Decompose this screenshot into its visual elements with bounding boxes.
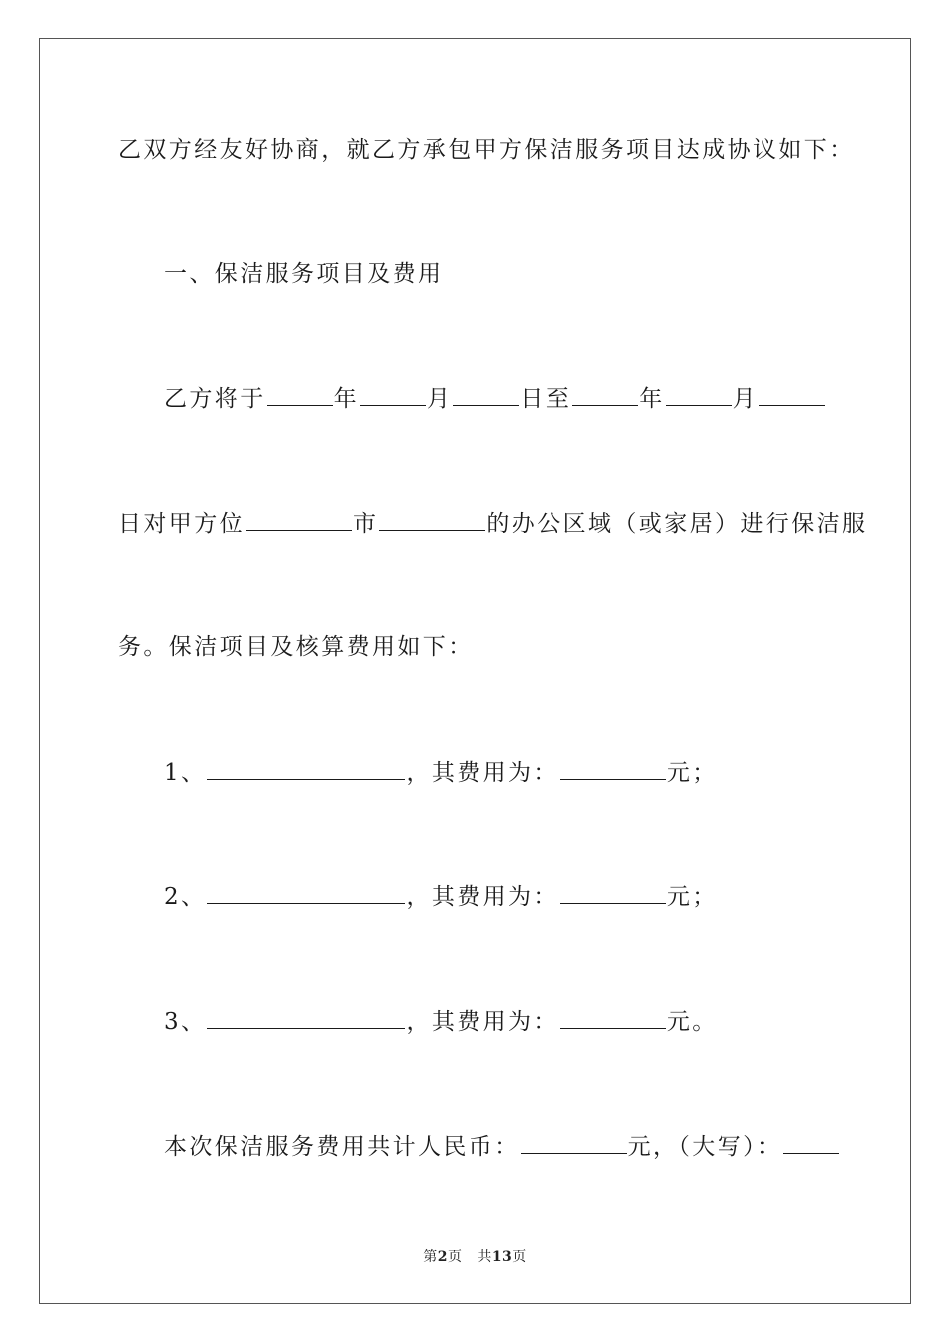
location-prefix: 日对甲方位 [118, 511, 245, 537]
intro-line [118, 135, 855, 165]
year2-label: 年 [639, 386, 665, 412]
date-prefix: 乙方将于 [164, 386, 266, 412]
item-number: 1、 [164, 760, 207, 786]
page-border [39, 38, 911, 1304]
page-label-post: 页 [447, 1249, 463, 1265]
total-mid: 元，（大写）： [627, 1134, 783, 1160]
intro-text: 乙双方经友好协商，就乙方承包甲方保洁服务项目达成协议如下： [118, 137, 855, 163]
month2-label: 月 [732, 386, 759, 412]
item-name-blank [207, 881, 405, 904]
item-name-blank [207, 757, 405, 780]
start-year-blank [267, 383, 333, 406]
item-cost-label: ，其费用为： [406, 760, 559, 786]
date-line [164, 383, 826, 414]
year-label: 年 [333, 386, 360, 412]
item-cost-label: ，其费用为： [406, 884, 559, 910]
total-line [164, 1131, 840, 1162]
item-cost-label: ，其费用为： [406, 1009, 559, 1035]
page-footer [0, 1246, 950, 1266]
item-unit: 元。 [666, 1009, 718, 1035]
section-heading [164, 259, 443, 289]
total-pages: 13 [491, 1249, 513, 1265]
item-number: 3、 [164, 1009, 207, 1035]
items-intro-text: 务。保洁项目及核算费用如下： [118, 634, 474, 660]
item-cost-blank [560, 757, 666, 780]
end-month-blank [666, 383, 732, 406]
start-day-blank [453, 383, 519, 406]
page-label-pre: 第 [423, 1249, 438, 1265]
item-unit: 元； [666, 760, 718, 786]
total-label-post: 页 [512, 1249, 527, 1265]
city-blank [379, 508, 485, 531]
item-row [164, 1006, 718, 1037]
total-label-pre: 共 [477, 1249, 492, 1265]
item-cost-blank [560, 1006, 666, 1029]
end-year-blank [572, 383, 638, 406]
total-uppercase-blank [783, 1131, 839, 1154]
month-label: 月 [427, 386, 453, 412]
total-amount-blank [521, 1131, 627, 1154]
total-prefix: 本次保洁服务费用共计人民币： [164, 1134, 520, 1160]
item-row [164, 757, 718, 788]
location-line [118, 508, 867, 539]
item-name-blank [207, 1006, 405, 1029]
city-label: 市 [353, 511, 379, 537]
item-number: 2、 [164, 884, 207, 910]
day-to-label: 日至 [520, 386, 572, 412]
page-number: 2 [437, 1249, 448, 1265]
item-cost-blank [560, 881, 666, 904]
section-heading-text: 一、保洁服务项目及费用 [164, 261, 444, 287]
item-unit: 元； [666, 884, 718, 910]
location-suffix: 的办公区域（或家居）进行保洁服 [486, 511, 868, 537]
province-blank [246, 508, 352, 531]
items-intro-line [118, 632, 474, 662]
end-day-blank [759, 383, 825, 406]
item-row [164, 881, 718, 912]
start-month-blank [360, 383, 426, 406]
